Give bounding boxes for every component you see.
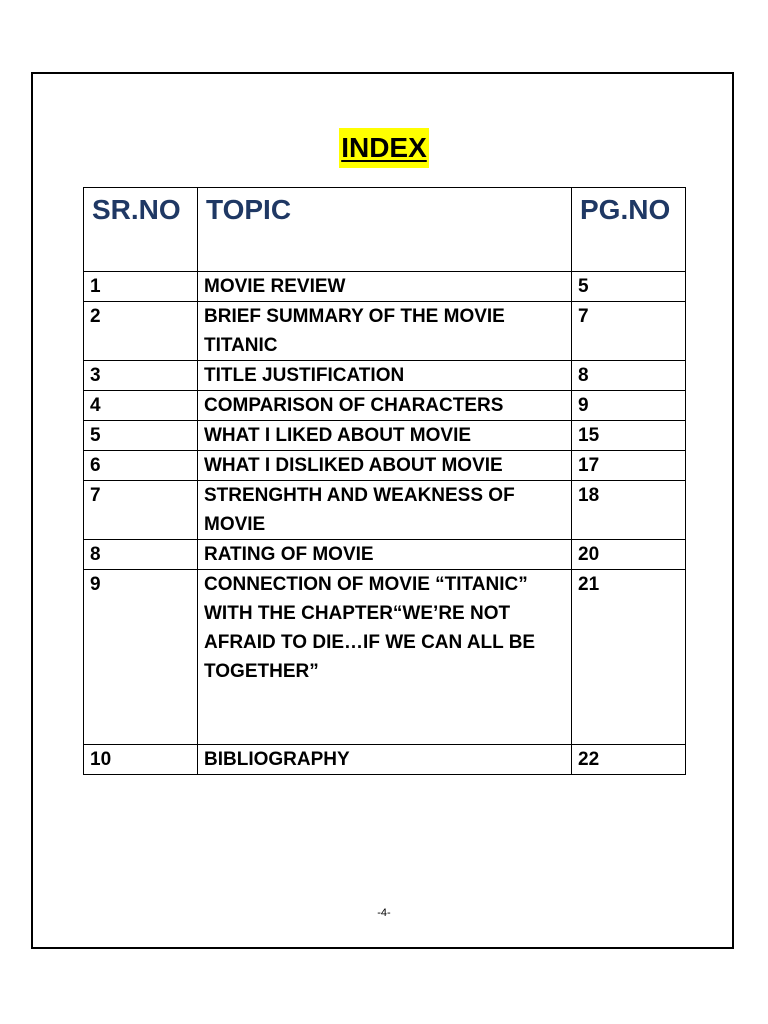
row-topic: CONNECTION OF MOVIE “TITANIC” WITH THE CHAPTER“WE’RE NOT AFRAID TO DIE…IF WE CAN ALL BE TOGETHER” — [198, 570, 572, 745]
row-pg-no: 21 — [572, 570, 686, 745]
row-pg-no: 22 — [572, 745, 686, 775]
row-pg-no: 17 — [572, 451, 686, 481]
title-container — [0, 128, 768, 168]
row-sr-no: 6 — [84, 451, 198, 481]
row-pg-no: 18 — [572, 481, 686, 540]
page-number: -4- — [377, 907, 391, 919]
row-pg-no: 15 — [572, 421, 686, 451]
row-topic: WHAT I LIKED ABOUT MOVIE — [198, 421, 572, 451]
table-row — [84, 272, 686, 302]
row-pg-no: 9 — [572, 391, 686, 421]
row-topic: MOVIE REVIEW — [198, 272, 572, 302]
row-sr-no: 4 — [84, 391, 198, 421]
row-topic: BIBLIOGRAPHY — [198, 745, 572, 775]
page-title: INDEX — [339, 128, 429, 168]
row-sr-no: 3 — [84, 361, 198, 391]
table-row — [84, 391, 686, 421]
row-pg-no: 20 — [572, 540, 686, 570]
row-topic: STRENGHTH AND WEAKNESS OF MOVIE — [198, 481, 572, 540]
index-table — [83, 187, 686, 775]
table-row — [84, 570, 686, 745]
row-pg-no: 5 — [572, 272, 686, 302]
row-sr-no: 7 — [84, 481, 198, 540]
table-row — [84, 745, 686, 775]
row-topic: WHAT I DISLIKED ABOUT MOVIE — [198, 451, 572, 481]
table-row — [84, 361, 686, 391]
row-sr-no: 8 — [84, 540, 198, 570]
row-pg-no: 8 — [572, 361, 686, 391]
table-row — [84, 421, 686, 451]
row-sr-no: 2 — [84, 302, 198, 361]
row-sr-no: 5 — [84, 421, 198, 451]
header-topic: TOPIC — [198, 188, 572, 272]
header-sr-no: SR.NO — [84, 188, 198, 272]
table-row — [84, 481, 686, 540]
table-header-row — [84, 188, 686, 272]
row-pg-no: 7 — [572, 302, 686, 361]
row-sr-no: 10 — [84, 745, 198, 775]
row-sr-no: 9 — [84, 570, 198, 745]
header-pg-no: PG.NO — [572, 188, 686, 272]
table-row — [84, 540, 686, 570]
row-topic: BRIEF SUMMARY OF THE MOVIE TITANIC — [198, 302, 572, 361]
table-row — [84, 451, 686, 481]
row-topic: TITLE JUSTIFICATION — [198, 361, 572, 391]
row-topic: COMPARISON OF CHARACTERS — [198, 391, 572, 421]
table-row — [84, 302, 686, 361]
row-sr-no: 1 — [84, 272, 198, 302]
row-topic: RATING OF MOVIE — [198, 540, 572, 570]
